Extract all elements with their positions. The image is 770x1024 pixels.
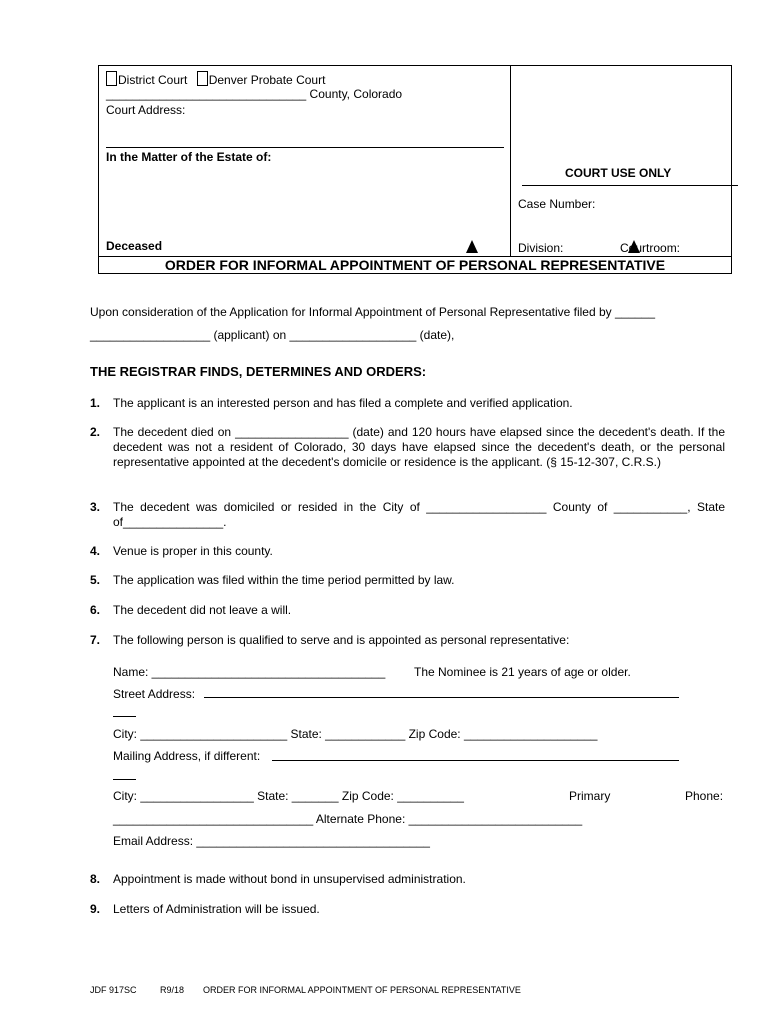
court-type-selector [106,71,325,87]
item-number: 9. [90,902,101,916]
item-number: 5. [90,573,101,587]
item-number: 2. [90,425,101,439]
item-text: The decedent was domiciled or resided in the City of __________________ County of ___________, State of_______________. [113,500,725,529]
denver-probate-checkbox[interactable] [197,71,208,86]
intro-line-2: __________________ (applicant) on ___________________ (date), [90,328,455,342]
item-number: 1. [90,396,101,410]
email-address-field[interactable]: Email Address: ___________________________________ [113,834,430,848]
document-title: ORDER FOR INFORMAL APPOINTMENT OF PERSONAL REPRESENTATIVE [164,257,666,273]
item-text: Venue is proper in this county. [113,544,273,558]
district-court-checkbox[interactable] [106,71,117,86]
item-text: The application was filed within the time period permitted by law. [113,573,455,587]
court-address-line [106,147,504,148]
item-text: Letters of Administration will be issued. [113,902,320,916]
court-use-only-label: COURT USE ONLY [565,166,672,180]
footer-title: ORDER FOR INFORMAL APPOINTMENT OF PERSONAL REPRESENTATIVE [203,985,521,995]
mailing-address-label: Mailing Address, if different: [113,749,261,763]
phone-fields[interactable]: ______________________________ Alternate Phone: __________________________ [113,812,583,826]
county-line[interactable]: ______________________________ County, Colorado [106,87,403,101]
street-address-label: Street Address: [113,687,196,701]
street-address-line[interactable] [204,697,679,698]
item-number: 4. [90,544,101,558]
deceased-label: Deceased [106,239,163,253]
intro-line-1: Upon consideration of the Application for Informal Appointment of Personal Representative filed by ______ [90,305,656,319]
item-text: Appointment is made without bond in unsupervised administration. [113,872,466,886]
division-label: Division: [518,241,564,255]
triangle-marker-left-icon [466,240,478,253]
item-text: The applicant is an interested person and has filed a complete and verified application. [113,396,573,410]
primary-label: Primary [569,789,611,803]
item-number: 3. [90,500,101,514]
mailing-city-state-zip-field[interactable]: City: _________________ State: _______ Zip Code: __________ [113,789,464,803]
item-text: The decedent did not leave a will. [113,603,292,617]
district-court-label: District Court [118,73,188,87]
nominee-age-note: The Nominee is 21 years of age or older. [414,665,631,679]
triangle-marker-right-icon [628,240,640,253]
item-number: 8. [90,872,101,886]
phone-label: Phone: [685,789,724,803]
footer-revision: R9/18 [160,985,185,995]
item-number: 7. [90,633,101,647]
section-heading: THE REGISTRAR FINDS, DETERMINES AND ORDERS: [90,364,427,379]
nominee-name-field[interactable]: Name: ___________________________________ [113,665,386,679]
item-text: The following person is qualified to serve and is appointed as personal representative: [113,633,570,647]
court-address-label: Court Address: [106,103,186,117]
item-text: The decedent died on _________________ (date) and 120 hours have elapsed since the decedent's death. If the decedent was not a resident of Colorado, 30 days have elapsed since the decedent's death, or the personal representative appointed at the decedent's domicile or residence is the applicant. (§ 15-12-307, C.R.S.) [113,425,725,469]
city-state-zip-field[interactable]: City: ______________________ State: ____________ Zip Code: ____________________ [113,727,598,741]
denver-probate-label: Denver Probate Court [208,73,326,87]
mailing-address-line[interactable] [272,760,679,761]
estate-matter-label: In the Matter of the Estate of: [106,150,272,164]
street-address-line-continued[interactable] [113,716,136,717]
item-number: 6. [90,603,101,617]
footer-form-id: JDF 917SC [90,985,137,995]
mailing-address-line-continued[interactable] [113,779,136,780]
courtroom-label: Courtroom: [620,241,681,255]
case-number-label: Case Number: [518,197,596,211]
court-use-divider [522,185,738,186]
